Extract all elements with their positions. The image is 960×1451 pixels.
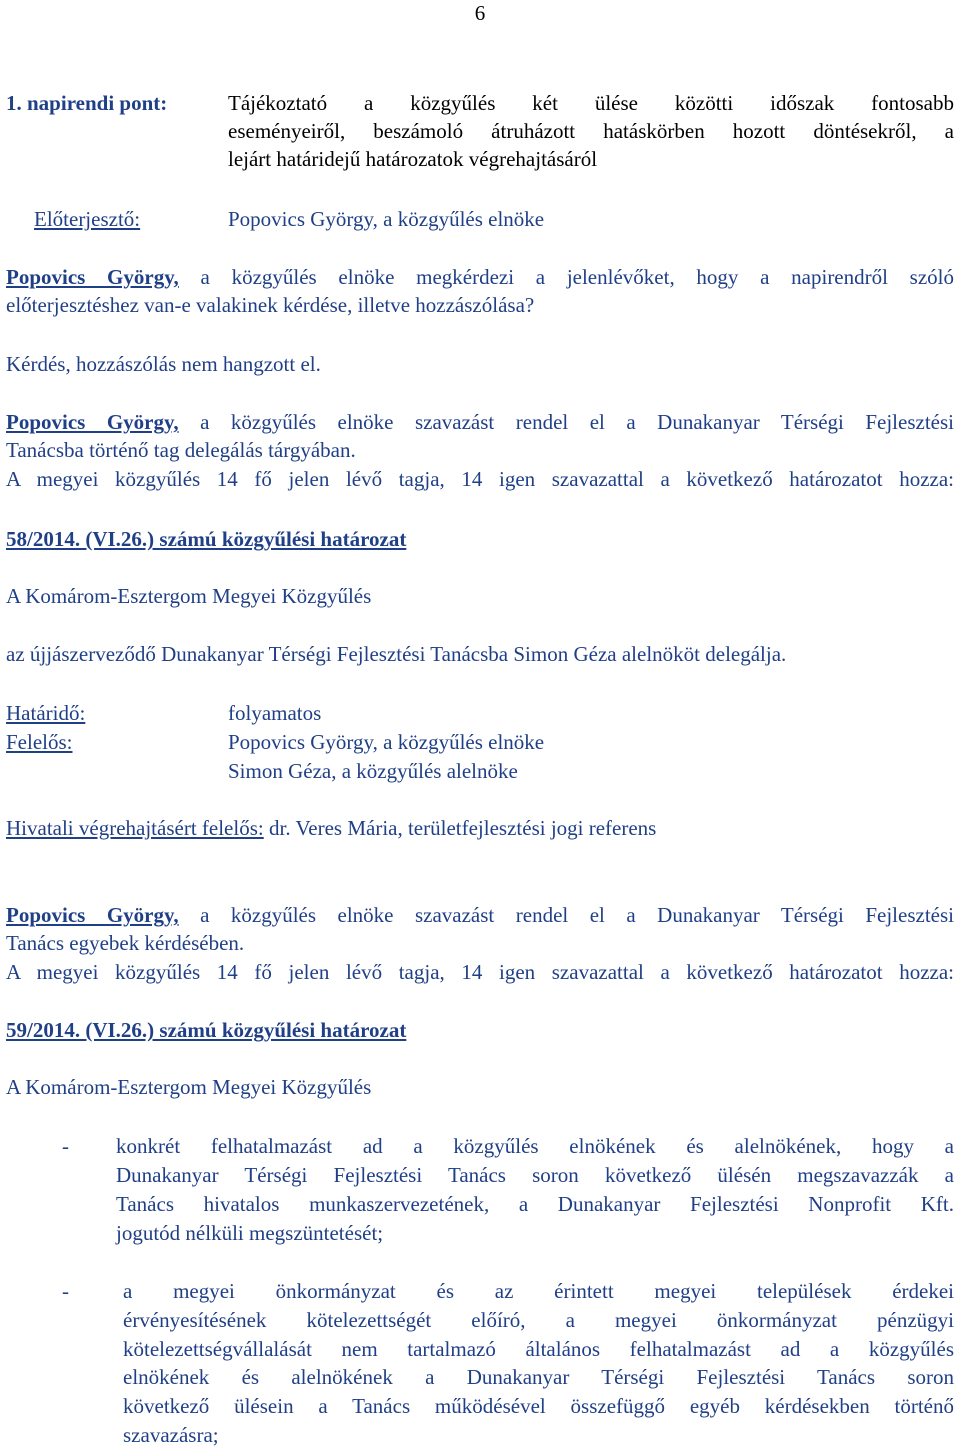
speaker-name: Popovics György,: [6, 903, 179, 927]
no-questions-text: Kérdés, hozzászólás nem hangzott el.: [6, 352, 321, 376]
bullet2-line-3: kötelezettségvállalását nem tartalmazó általános felhatalmazást ad a közgyűlés: [123, 1337, 954, 1361]
responsible-2: Simon Géza, a közgyűlés alelnöke: [228, 759, 518, 783]
office-label: Hivatali végrehajtásért felelős:: [6, 816, 264, 840]
bullet2-line-1: a megyei önkormányzat és az érintett megyei települések érdekei: [123, 1279, 954, 1303]
vote1-line-1-text: a közgyűlés elnöke szavazást rendel el a Dunakanyar Térségi Fejlesztési: [178, 410, 954, 434]
vote1-line-1: [6, 409, 954, 436]
bullet2-line-4: elnökének és alelnökének a Dunakanyar Térségi Fejlesztési Tanács soron: [123, 1365, 954, 1389]
resolution2-body: A Komárom-Esztergom Megyei Közgyűlés: [6, 1075, 372, 1099]
resolution1-body: A Komárom-Esztergom Megyei Közgyűlés: [6, 584, 372, 608]
vote2-line-1: [6, 902, 954, 929]
bullet1-line-2: Dunakanyar Térségi Fejlesztési Tanács soron következő ülésén megszavazzák a: [116, 1163, 954, 1187]
agenda-line-1: Tájékoztató a közgyűlés két ülése közötti időszak fontosabb: [228, 91, 954, 115]
agenda-line-3: lejárt határidejű határozatok végrehajtásáról: [228, 147, 598, 171]
presenter-value: Popovics György, a közgyűlés elnöke: [228, 207, 545, 231]
page-number: 6: [474, 1, 486, 25]
resolution2-title: 59/2014. (VI.26.) számú közgyűlési határozat: [6, 1018, 407, 1042]
bullet-marker: -: [62, 1134, 69, 1158]
office-value: dr. Veres Mária, területfejlesztési jogi referens: [263, 816, 657, 840]
responsible-1: Popovics György, a közgyűlés elnöke: [228, 730, 545, 754]
agenda-line-2: eseményeiről, beszámoló átruházott hatáskörben hozott döntésekről, a: [228, 119, 954, 143]
bullet-marker: -: [62, 1279, 69, 1303]
speaker-name: Popovics György,: [6, 410, 179, 434]
bullet2-line-2: érvényesítésének kötelezettségét előíró, a megyei önkormányzat pénzügyi: [123, 1308, 954, 1332]
vote1-line-3: A megyei közgyűlés 14 fő jelen lévő tagja, 14 igen szavazattal a következő határozatot hozza:: [6, 467, 954, 491]
para1-line-1-text: a közgyűlés elnöke megkérdezi a jelenlévőket, hogy a napirendről szóló: [178, 265, 954, 289]
bullet1-line-3: Tanács hivatalos munkaszervezetének, a Dunakanyar Fejlesztési Nonprofit Kft.: [116, 1192, 954, 1216]
resolution1-title: 58/2014. (VI.26.) számú közgyűlési határozat: [6, 527, 407, 551]
presenter-label: Előterjesztő:: [34, 207, 141, 231]
bullet1-line-1: konkrét felhatalmazást ad a közgyűlés elnökének és alelnökének, hogy a: [116, 1134, 954, 1158]
office-line: [6, 815, 954, 842]
vote1-line-2: Tanácsba történő tag delegálás tárgyában.: [6, 438, 356, 462]
vote2-line-3: A megyei közgyűlés 14 fő jelen lévő tagja, 14 igen szavazattal a következő határozatot hozza:: [6, 960, 954, 984]
deadline-label: Határidő:: [6, 701, 86, 725]
deadline-value: folyamatos: [228, 701, 322, 725]
speaker-name: Popovics György,: [6, 265, 179, 289]
agenda-label: 1. napirendi pont:: [6, 91, 168, 115]
bullet2-line-6: szavazásra;: [123, 1423, 219, 1447]
vote2-line-2: Tanács egyebek kérdésében.: [6, 931, 245, 955]
bullet2-line-5: következő ülésein a Tanács működésével összefüggő egyéb kérdésekben történő: [123, 1394, 954, 1418]
para1-line-1: [6, 264, 954, 291]
para1-line-2: előterjesztéshez van-e valakinek kérdése, illetve hozzászólása?: [6, 293, 535, 317]
bullet1-line-4: jogutód nélküli megszüntetését;: [116, 1221, 384, 1245]
resolution1-text: az újjászerveződő Dunakanyar Térségi Fejlesztési Tanácsba Simon Géza alelnököt delegálja.: [6, 642, 787, 666]
vote2-line-1-text: a közgyűlés elnöke szavazást rendel el a Dunakanyar Térségi Fejlesztési: [178, 903, 954, 927]
responsible-label: Felelős:: [6, 730, 73, 754]
